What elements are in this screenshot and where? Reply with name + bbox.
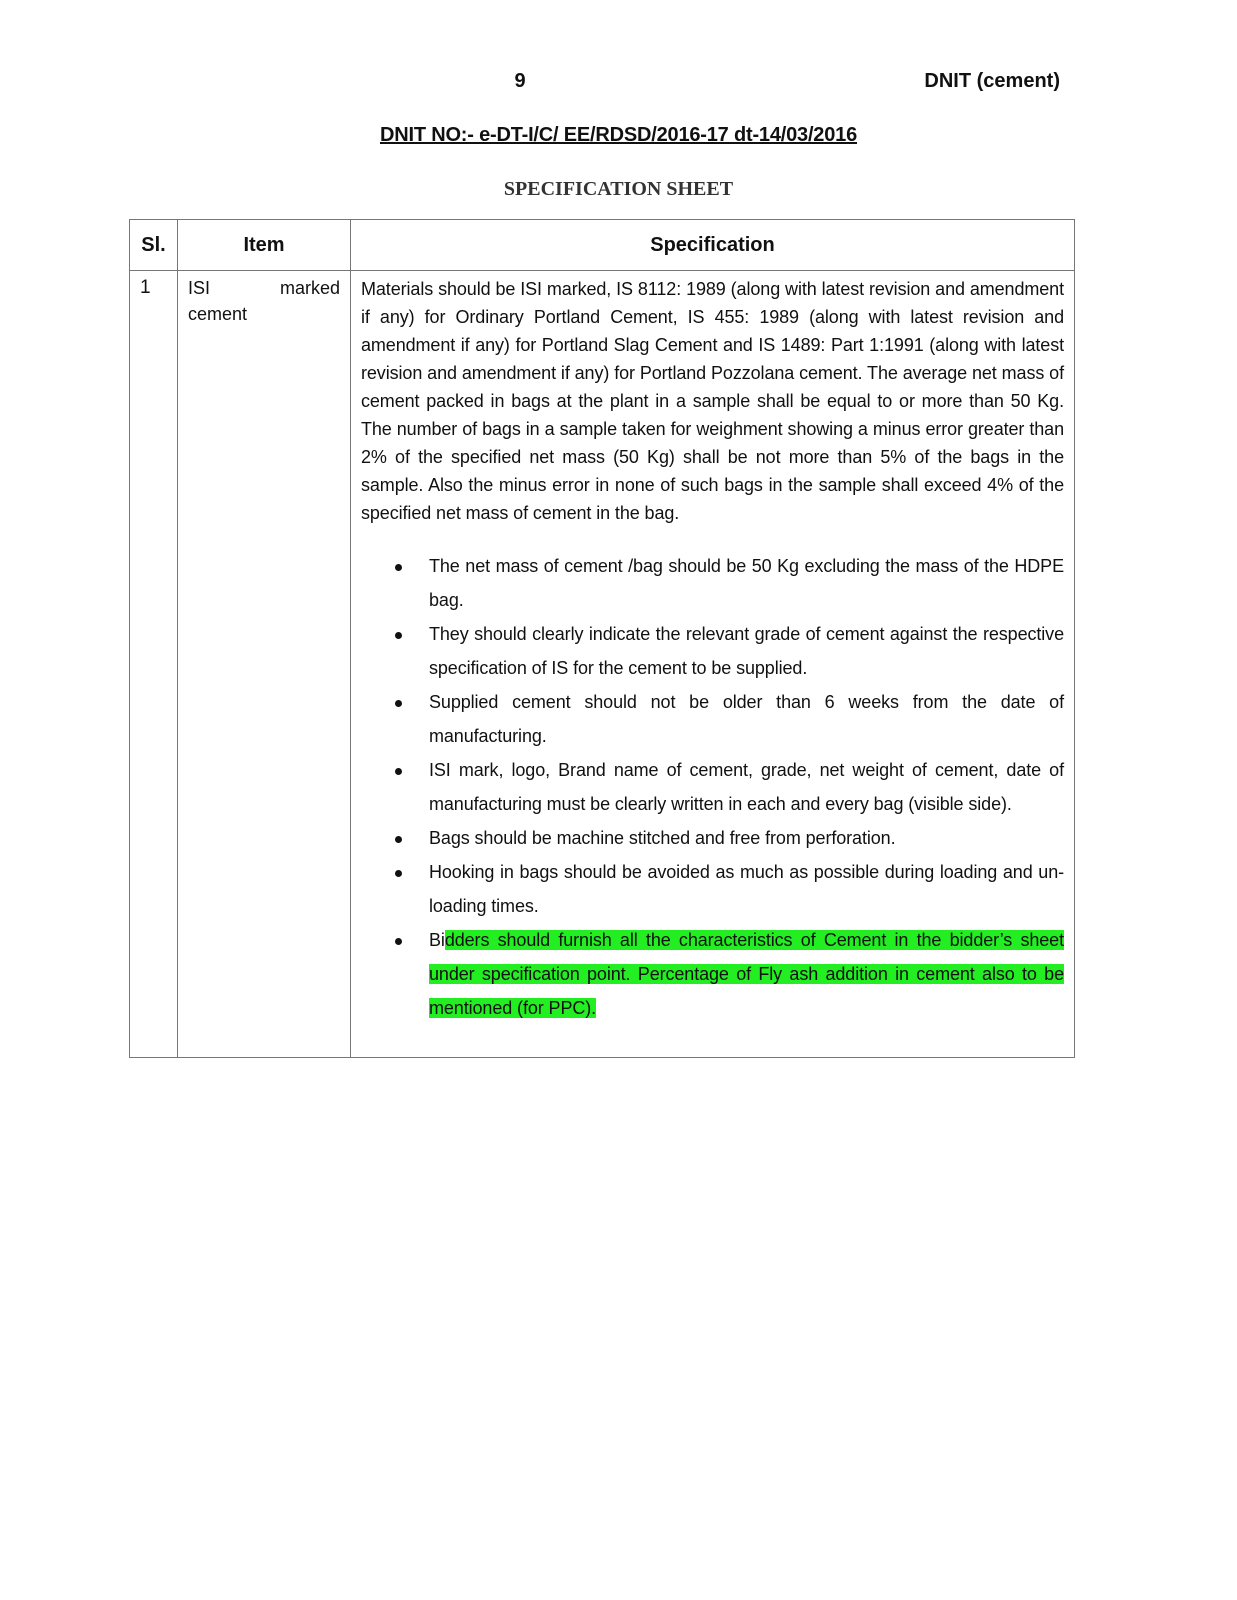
bullet-text: Hooking in bags should be avoided as much as possible during loading and un-loading times. [429,862,1064,916]
sheet-title: SPECIFICATION SHEET [503,178,734,200]
bullet-icon [395,870,402,877]
bullet-text-plain: Bi [429,930,445,950]
item-line-1: ISI marked [188,278,340,298]
specification-bullet-list [361,549,1064,1025]
highlighted-text: dders should furnish all the characteristics of Cement in the bidder’s sheet under specification point. Percentage of Fly ash addition in cement also to be mentioned (for PPC). [429,930,1064,1018]
bullet-text: The net mass of cement /bag should be 50 Kg excluding the mass of the HDPE bag. [429,556,1064,610]
specification-paragraph: Materials should be ISI marked, IS 8112: 1989 (along with latest revision and amendment if any) for Ordinary Portland Cement, IS 455: 1989 (along with latest revision and amendment if any) for Portland Slag Cement and IS 1489: Part 1:1991 (along with latest revision and amendment if any) for Portland Pozzolana cement. The average net mass of cement packed in bags at the plant in a sample shall be equal to or more than 50 Kg. The number of bags in a sample taken for weighment showing a minus error greater than 2% of the specified net mass (50 Kg) shall be not more than 5% of the bags in the sample. Also the minus error in none of such bags in the sample shall exceed 4% of the specified net mass of cement in the bag. [361,279,1064,523]
list-item [429,617,1064,685]
bullet-text: ISI mark, logo, Brand name of cement, grade, net weight of cement, date of manufacturing must be clearly written in each and every bag (visible side). [429,760,1064,814]
bullet-icon [395,836,402,843]
header-item: Item [178,220,351,271]
list-item [429,685,1064,753]
cell-item [178,271,351,1058]
bullet-text: Bags should be machine stitched and free from perforation. [429,828,896,848]
cell-sl: 1 [130,271,178,1058]
list-item [429,855,1064,923]
cell-specification [351,271,1075,1058]
bullet-text: They should clearly indicate the relevant grade of cement against the respective specification of IS for the cement to be supplied. [429,624,1064,678]
specification-table [129,219,1075,1058]
bullet-text: Supplied cement should not be older than 6 weeks from the date of manufacturing. [429,692,1064,746]
bullet-icon [395,700,402,707]
bullet-icon [395,938,402,945]
page-number: 9 [514,70,526,92]
list-item-highlighted [429,923,1064,1025]
bullet-icon [395,564,402,571]
bullet-icon [395,632,402,639]
header-sl: Sl. [130,220,178,271]
list-item [429,821,1064,855]
bullet-icon [395,768,402,775]
header-specification: Specification [351,220,1075,271]
reference-number: DNIT NO:- e-DT-I/C/ EE/RDSD/2016-17 dt-14/03/2016 [379,124,858,146]
table-row [130,271,1075,1058]
list-item [429,549,1064,617]
list-item [429,753,1064,821]
table-header-row [130,220,1075,271]
item-line-2: cement [188,304,248,324]
document-label: DNIT (cement) [924,70,1060,92]
